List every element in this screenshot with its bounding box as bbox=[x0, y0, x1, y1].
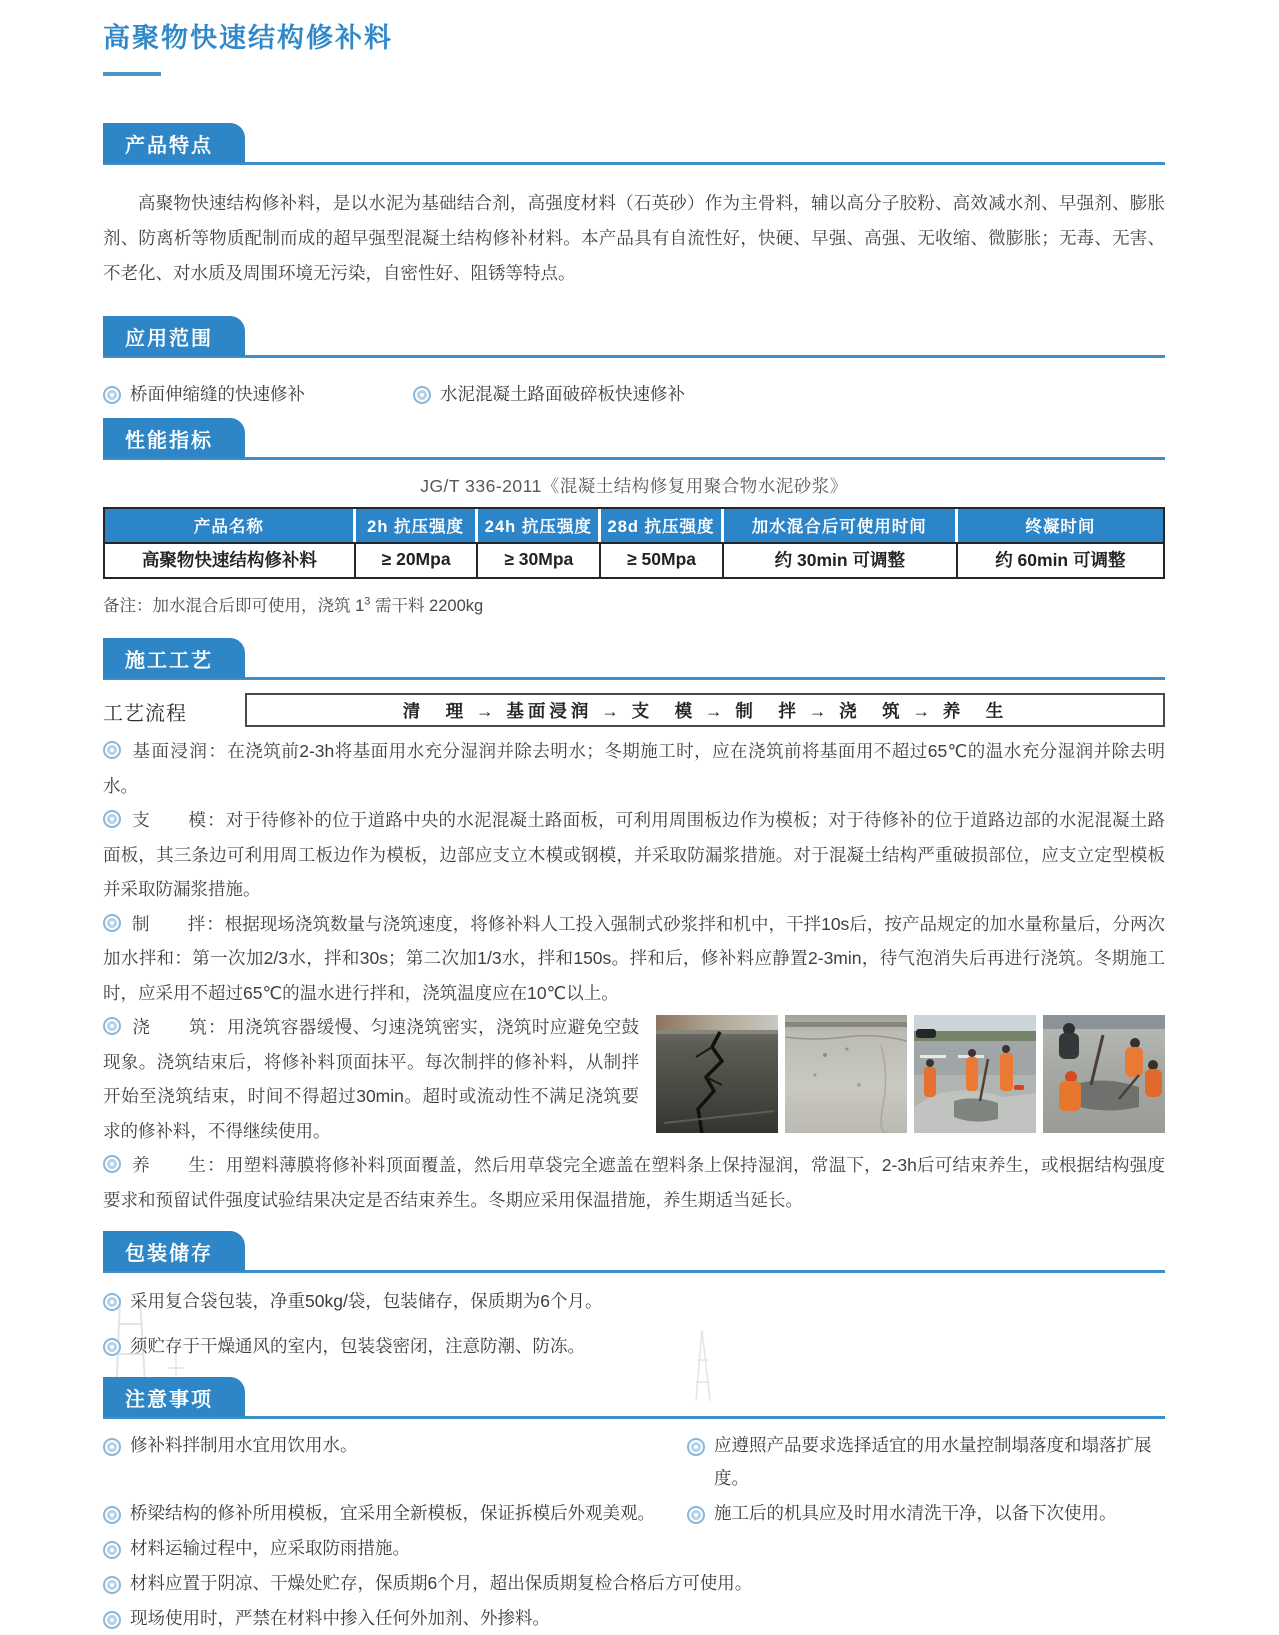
step-text: 根据现场浇筑数量与浇筑速度，将修补料人工投入强制式砂浆拌和机中，干拌10s后，按产品规定的加水量称量后，分两次加水拌和：第一次加2/3水，拌和30s；第二次加1/3水，拌和150s。拌和后，修补料应静置2-3min，待气泡消失后再进行浇筑。冬期施工时，应采用不超过65℃的温水进行拌和，浇筑温度应在10℃以上。 bbox=[103, 913, 1166, 1003]
title-underline bbox=[103, 72, 161, 76]
table-header-cell: 2h 抗压强度 bbox=[356, 509, 479, 542]
step-text: 用浇筑容器缓慢、匀速浇筑密实，浇筑时应避免空鼓现象。浇筑结束后，将修补料顶面抹平。每次制拌的修补料，从制拌开始至浇筑结束，时间不得超过30min。超时或流动性不满足浇筑要求的修补料，不得继续使用。 bbox=[103, 1017, 640, 1141]
section-header-packaging bbox=[103, 1231, 1165, 1273]
ring-bullet-icon bbox=[103, 1017, 121, 1035]
process-flow-label: 工艺流程 bbox=[103, 703, 187, 725]
table-header-cell: 终凝时间 bbox=[958, 509, 1163, 542]
section-tab-performance: 性能指标 bbox=[103, 418, 245, 458]
process-flow-box bbox=[245, 693, 1165, 727]
precaution-item-label: 材料应置于阴凉、干燥处贮存，保质期6个月，超出保质期复检合格后方可使用。 bbox=[130, 1573, 753, 1593]
ring-bullet-icon bbox=[103, 1155, 121, 1173]
section-tab-process: 施工工艺 bbox=[103, 638, 245, 678]
application-item bbox=[413, 377, 685, 412]
section-tab-precautions: 注意事项 bbox=[103, 1377, 245, 1417]
precaution-row bbox=[103, 1602, 1165, 1635]
process-step-wetting bbox=[103, 734, 1165, 803]
step-label: 养 生： bbox=[132, 1155, 226, 1175]
process-step-mixing bbox=[103, 907, 1165, 1011]
ring-bullet-icon bbox=[413, 386, 431, 404]
process-step-curing bbox=[103, 1148, 1165, 1217]
precaution-item-label: 现场使用时，严禁在材料中掺入任何外加剂、外掺料。 bbox=[130, 1608, 550, 1628]
process-flow-text: 清 理 → 基面浸润 → 支 模 → 制 拌 → 浇 筑 → 养 生 bbox=[402, 700, 1008, 721]
table-cell: ≥ 50Mpa bbox=[601, 542, 724, 577]
road-repair-workers-photo bbox=[914, 1015, 1036, 1133]
precaution-item bbox=[103, 1429, 687, 1495]
step-text: 在浇筑前2-3h将基面用水充分湿润并除去明水；冬期施工时，应在浇筑前将基面用不超过65℃的温水充分湿润并除去明水。 bbox=[103, 741, 1166, 796]
ring-bullet-icon bbox=[103, 741, 121, 759]
section-header-applications bbox=[103, 316, 1165, 358]
step-label: 基面浸润： bbox=[132, 741, 228, 761]
packaging-item bbox=[103, 1330, 1165, 1363]
table-cell: ≥ 30Mpa bbox=[478, 542, 601, 577]
section-header-features bbox=[103, 123, 1165, 165]
ring-bullet-icon bbox=[103, 810, 121, 828]
precaution-item-label: 施工后的机具应及时用水清洗干净，以备下次使用。 bbox=[714, 1503, 1117, 1523]
ring-bullet-icon bbox=[103, 1541, 121, 1559]
ring-bullet-icon bbox=[103, 386, 121, 404]
precaution-item-label: 应遵照产品要求选择适宜的用水量控制塌落度和塌落扩展度。 bbox=[714, 1435, 1152, 1488]
precaution-row bbox=[103, 1532, 1165, 1565]
section-tab-applications: 应用范围 bbox=[103, 316, 245, 356]
table-header-cell: 28d 抗压强度 bbox=[601, 509, 724, 542]
packaging-item-label: 须贮存于干燥通风的室内，包装袋密闭，注意防潮、防冻。 bbox=[130, 1336, 585, 1356]
table-cell: 约 30min 可调整 bbox=[724, 542, 958, 577]
process-flow-row bbox=[103, 693, 1165, 727]
ring-bullet-icon bbox=[103, 1576, 121, 1594]
ring-bullet-icon bbox=[687, 1438, 705, 1456]
ring-bullet-icon bbox=[103, 1438, 121, 1456]
application-item-label: 水泥混凝土路面破碎板快速修补 bbox=[440, 384, 685, 404]
table-row bbox=[105, 542, 1163, 577]
page-title: 高聚物快速结构修补料 bbox=[103, 23, 393, 53]
section-tab-features: 产品特点 bbox=[103, 123, 245, 163]
packaging-item bbox=[103, 1285, 1165, 1318]
process-step-formwork bbox=[103, 803, 1165, 907]
table-note bbox=[103, 592, 1165, 616]
table-header-cell: 24h 抗压强度 bbox=[478, 509, 601, 542]
application-item-label: 桥面伸缩缝的快速修补 bbox=[130, 384, 305, 404]
note-superscript: 3 bbox=[364, 595, 371, 608]
table-header-cell: 加水混合后可使用时间 bbox=[724, 509, 958, 542]
precaution-item bbox=[687, 1429, 1165, 1495]
section-header-performance bbox=[103, 418, 1165, 460]
table-cell: ≥ 20Mpa bbox=[356, 542, 479, 577]
ring-bullet-icon bbox=[687, 1506, 705, 1524]
ring-bullet-icon bbox=[103, 1611, 121, 1629]
step-label: 制 拌： bbox=[132, 913, 225, 934]
application-item bbox=[103, 377, 413, 412]
step-label: 支 模： bbox=[132, 810, 226, 830]
cracked-pavement-photo bbox=[656, 1015, 778, 1133]
precaution-item bbox=[103, 1497, 687, 1530]
section-header-process bbox=[103, 638, 1165, 680]
precaution-item bbox=[103, 1532, 410, 1565]
process-steps bbox=[103, 734, 1165, 1217]
table-header-cell: 产品名称 bbox=[105, 509, 356, 542]
precaution-item bbox=[103, 1567, 752, 1600]
precaution-row bbox=[103, 1429, 1165, 1495]
note-text: 需干料 2200kg bbox=[370, 597, 484, 615]
precaution-row bbox=[103, 1567, 1165, 1600]
ring-bullet-icon bbox=[103, 1293, 121, 1311]
photo-strip bbox=[656, 1015, 1165, 1133]
section-tab-packaging: 包装储存 bbox=[103, 1231, 245, 1271]
precaution-row bbox=[103, 1497, 1165, 1530]
table-cell: 高聚物快速结构修补料 bbox=[105, 542, 356, 577]
repaired-concrete-surface-photo bbox=[785, 1015, 907, 1133]
table-cell: 约 60min 可调整 bbox=[958, 542, 1163, 577]
precaution-item bbox=[103, 1602, 550, 1635]
features-paragraph: 高聚物快速结构修补料，是以水泥为基础结合剂，高强度材料（石英砂）作为主骨料，辅以高分子胶粉、高效减水剂、早强剂、膨胀剂、防离析等物质配制而成的超早强型混凝土结构修补材料。本产品具有自流性好，快硬、早强、高强、无收缩、微膨胀；无毒、无害、不老化、对水质及周围环境无污染，自密性好、阻锈等特点。 bbox=[103, 193, 1165, 283]
ring-bullet-icon bbox=[103, 914, 121, 932]
precaution-item-label: 桥梁结构的修补所用模板，宜采用全新模板，保证拆模后外观美观。 bbox=[130, 1503, 655, 1523]
performance-table bbox=[103, 507, 1165, 579]
table-header-row bbox=[105, 509, 1163, 542]
ring-bullet-icon bbox=[103, 1506, 121, 1524]
standard-caption: JG/T 336-2011《混凝土结构修复用聚合物水泥砂浆》 bbox=[420, 476, 848, 496]
ring-bullet-icon bbox=[103, 1338, 121, 1356]
step-label: 浇 筑： bbox=[132, 1017, 228, 1037]
precaution-item-label: 修补料拌制用水宜用饮用水。 bbox=[130, 1435, 358, 1455]
workers-applying-material-photo bbox=[1043, 1015, 1165, 1133]
precaution-item-label: 材料运输过程中，应采取防雨措施。 bbox=[130, 1538, 410, 1558]
precautions-list bbox=[103, 1429, 1165, 1635]
applications-list bbox=[103, 377, 1165, 412]
packaging-item-label: 采用复合袋包装，净重50kg/袋，包装储存，保质期为6个月。 bbox=[130, 1291, 603, 1311]
precaution-item bbox=[687, 1497, 1165, 1530]
section-header-precautions bbox=[103, 1377, 1165, 1419]
step-text: 对于待修补的位于道路中央的水泥混凝土路面板，可利用周围板边作为模板；对于待修补的位于道路边部的水泥混凝土路面板，其三条边可利用周工板边作为模板，边部应支立木模或钢模，并采取防漏浆措施。对于混凝土结构严重破损部位，应支立定型模板并采取防漏浆措施。 bbox=[103, 810, 1166, 899]
step-text: 用塑料薄膜将修补料顶面覆盖，然后用草袋完全遮盖在塑料条上保持湿润，常温下，2-3h后可结束养生，或根据结构强度要求和预留试件强度试验结果决定是否结束养生。冬期应采用保温措施，养生期适当延长。 bbox=[103, 1155, 1166, 1210]
note-text: 备注：加水混合后即可使用，浇筑 1 bbox=[103, 597, 365, 615]
